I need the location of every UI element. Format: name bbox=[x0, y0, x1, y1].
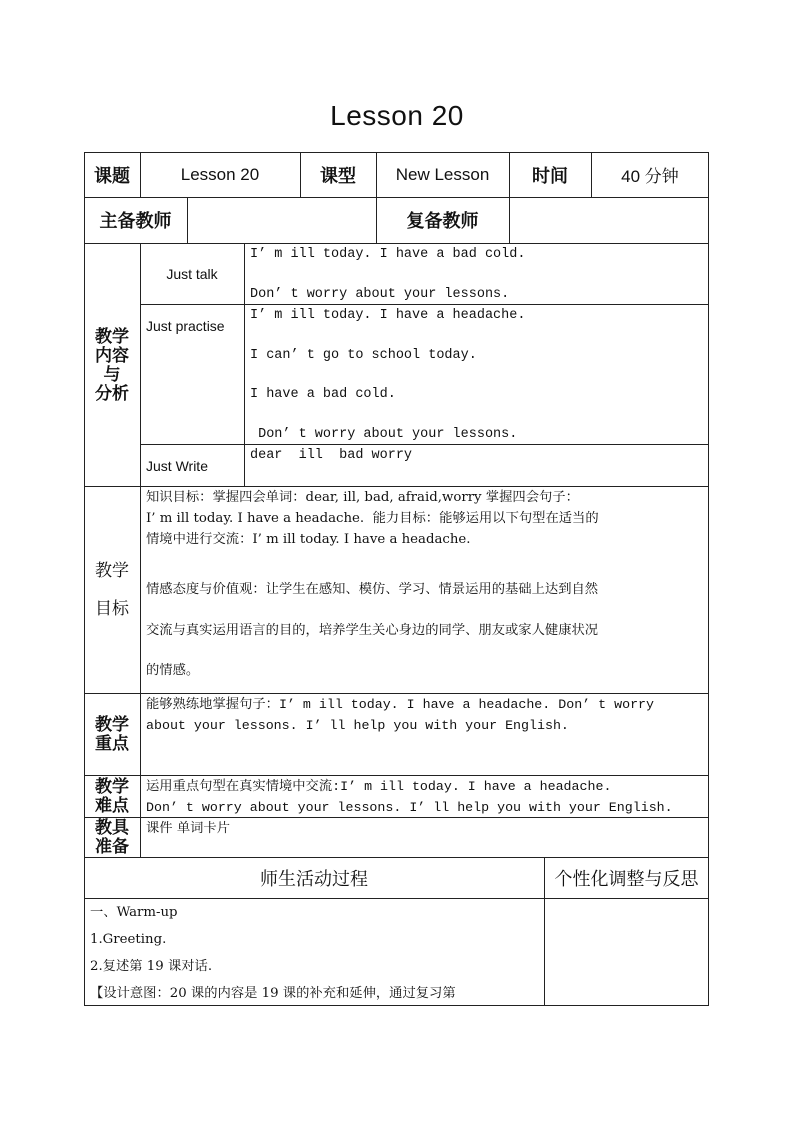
divider bbox=[140, 444, 709, 445]
goals-line: 情境中进行交流：I’ m ill today. I have a headache. bbox=[146, 532, 471, 547]
divider bbox=[140, 486, 141, 831]
type-label: 课型 bbox=[320, 165, 356, 186]
goals-line: 情感态度与价值观：让学生在感知、模仿、学习、情景运用的基础上达到自然 bbox=[146, 582, 599, 597]
divider bbox=[591, 152, 592, 197]
just-talk-line: Don’ t worry about your lessons. bbox=[250, 287, 510, 302]
divider bbox=[300, 152, 301, 197]
divider bbox=[509, 197, 510, 243]
divider bbox=[84, 775, 709, 776]
main-teacher-value bbox=[187, 197, 376, 243]
label-line: 教学 bbox=[95, 715, 129, 734]
key-points-line: about your lessons. I’ ll help you with your English. bbox=[146, 718, 569, 733]
just-write-label: Just Write bbox=[146, 458, 208, 474]
type-value: New Lesson bbox=[395, 164, 490, 184]
just-talk-label: Just talk bbox=[166, 265, 218, 282]
just-practise-label: Just practise bbox=[146, 318, 225, 334]
label-line: 难点 bbox=[95, 796, 129, 815]
reflection-header: 个性化调整与反思 bbox=[554, 868, 699, 889]
goals-line: 的情感。 bbox=[146, 663, 200, 678]
divider bbox=[140, 152, 141, 197]
goals-label bbox=[84, 486, 140, 693]
label-line: 准备 bbox=[95, 837, 129, 856]
content-analysis-label bbox=[84, 243, 140, 486]
goals-line: 知识目标：掌握四会单词：dear, ill, bad, afraid,worry 掌握四会句子： bbox=[146, 490, 579, 505]
topic-value: Lesson 20 bbox=[180, 164, 260, 184]
divider bbox=[84, 486, 709, 487]
divider bbox=[244, 243, 245, 486]
difficult-points-line: 运用重点句型在真实情境中交流:I’ m ill today. I have a headache. bbox=[146, 779, 612, 794]
divider bbox=[140, 304, 709, 305]
divider bbox=[84, 693, 709, 694]
label-line: 与 bbox=[103, 364, 121, 384]
label-line: 内容 bbox=[95, 345, 129, 365]
difficult-points-label bbox=[84, 775, 140, 817]
time-label: 时间 bbox=[532, 165, 568, 186]
label-line: 分析 bbox=[95, 383, 129, 403]
just-practise-line: I have a bad cold. bbox=[250, 387, 396, 402]
process-line: 2.复述第 19 课对话. bbox=[90, 959, 213, 974]
divider bbox=[376, 197, 377, 243]
just-write-line: dear ill bad worry bbox=[250, 448, 413, 463]
label-line: 教具 bbox=[95, 818, 129, 837]
topic-label: 课题 bbox=[94, 165, 130, 186]
main-teacher-label: 主备教师 bbox=[99, 211, 172, 231]
co-teacher-label: 复备教师 bbox=[406, 211, 479, 231]
just-practise-line: I’ m ill today. I have a headache. bbox=[250, 308, 526, 323]
process-line: 一、Warm-up bbox=[90, 905, 178, 920]
process-line: 【设计意图：20 课的内容是 19 课的补充和延伸，通过复习第 bbox=[90, 986, 456, 1001]
goals-line: 交流与真实运用语言的目的，培养学生关心身边的同学、朋友或家人健康状况 bbox=[146, 623, 599, 638]
materials-label bbox=[84, 817, 140, 857]
label-line: 教学 bbox=[95, 777, 129, 796]
divider bbox=[84, 898, 709, 899]
process-line: 1.Greeting. bbox=[90, 932, 167, 947]
just-practise-line: I can’ t go to school today. bbox=[250, 348, 477, 363]
label-line: 教学 bbox=[95, 560, 129, 580]
page-title: Lesson 20 bbox=[330, 100, 464, 131]
goals-line: I’ m ill today. I have a headache. 能力目标：能够运用以下句型在适当的 bbox=[146, 511, 599, 526]
divider bbox=[140, 817, 141, 857]
divider bbox=[376, 152, 377, 197]
divider bbox=[84, 817, 709, 818]
just-talk-line: I’ m ill today. I have a bad cold. bbox=[250, 247, 526, 262]
label-line: 目标 bbox=[95, 598, 129, 618]
label-line: 重点 bbox=[95, 734, 129, 753]
label-line: 教学 bbox=[95, 326, 129, 346]
divider bbox=[187, 197, 188, 243]
key-points-line: 能够熟练地掌握句子：I’ m ill today. I have a headache. Don’ t worry bbox=[146, 697, 655, 712]
process-header: 师生活动过程 bbox=[260, 868, 368, 889]
just-practise-line: Don’ t worry about your lessons. bbox=[250, 427, 518, 442]
difficult-points-line: Don’ t worry about your lessons. I’ ll help you with your English. bbox=[146, 800, 673, 815]
key-points-label bbox=[84, 693, 140, 775]
co-teacher-value bbox=[509, 197, 709, 243]
time-value: 40 分钟 bbox=[621, 167, 679, 186]
materials-value: 课件 单词卡片 bbox=[146, 821, 231, 836]
divider bbox=[544, 857, 545, 1006]
divider bbox=[509, 152, 510, 197]
